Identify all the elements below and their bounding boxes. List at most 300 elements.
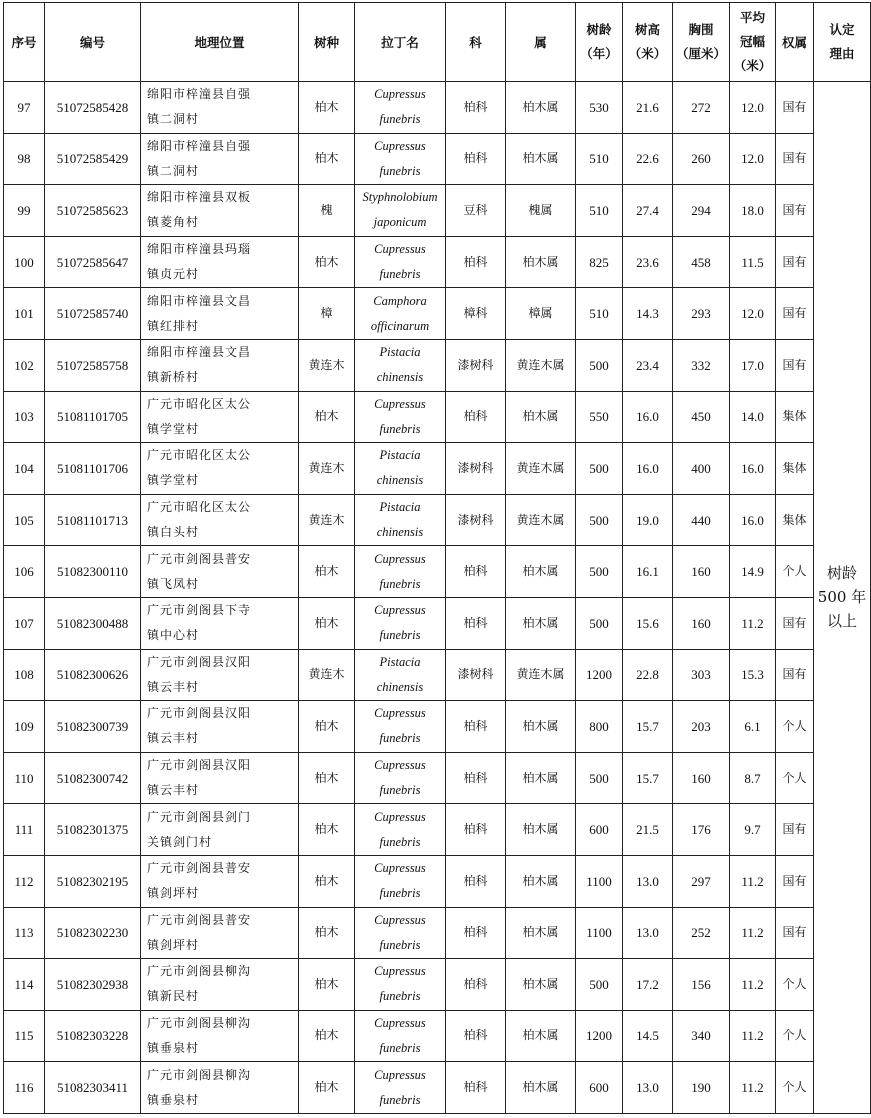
cell-girth: 160 <box>673 752 730 804</box>
cell-age: 500 <box>576 597 623 649</box>
cell-location-line1: 广元市剑阁县普安 <box>147 551 252 566</box>
cell-latin <box>355 597 446 649</box>
cell-family: 柏科 <box>446 804 506 856</box>
cell-reason <box>814 82 871 1114</box>
cell-index: 113 <box>4 907 45 959</box>
cell-latin <box>355 391 446 443</box>
table-row <box>4 855 871 907</box>
header-crown-line1: 平均 <box>739 10 765 25</box>
cell-latin <box>355 804 446 856</box>
cell-height: 15.6 <box>623 597 673 649</box>
cell-index: 110 <box>4 752 45 804</box>
cell-location <box>141 339 299 391</box>
reason-line1: 树龄 <box>826 564 857 583</box>
cell-latin-line2: funebris <box>379 112 421 127</box>
cell-age: 500 <box>576 959 623 1011</box>
cell-genus: 黄连木属 <box>506 443 576 495</box>
table-row <box>4 443 871 495</box>
cell-height: 23.4 <box>623 339 673 391</box>
cell-age: 600 <box>576 1062 623 1114</box>
cell-age: 510 <box>576 185 623 237</box>
cell-location-line1: 绵阳市梓潼县玛瑙 <box>147 242 252 257</box>
cell-location-line1: 广元市剑阁县柳沟 <box>147 1015 252 1030</box>
cell-latin-line1: Cupressus <box>374 396 426 411</box>
cell-ownership: 集体 <box>776 494 814 546</box>
cell-latin-line2: chinensis <box>376 525 424 540</box>
cell-species: 黄连木 <box>299 339 355 391</box>
cell-index: 98 <box>4 133 45 185</box>
header-girth-line2: （厘米） <box>675 46 726 61</box>
cell-family: 柏科 <box>446 907 506 959</box>
cell-latin <box>355 1010 446 1062</box>
cell-height: 22.6 <box>623 133 673 185</box>
table-body <box>4 82 871 1114</box>
cell-genus: 柏木属 <box>506 907 576 959</box>
cell-ownership: 集体 <box>776 443 814 495</box>
cell-species: 柏木 <box>299 236 355 288</box>
cell-latin-line2: chinensis <box>376 679 424 694</box>
cell-family: 柏科 <box>446 236 506 288</box>
cell-crown: 12.0 <box>730 82 776 134</box>
cell-genus: 柏木属 <box>506 701 576 753</box>
cell-height: 27.4 <box>623 185 673 237</box>
cell-location <box>141 855 299 907</box>
cell-location-line1: 绵阳市梓潼县自强 <box>147 138 252 153</box>
table-row <box>4 1010 871 1062</box>
cell-code: 51082300110 <box>45 546 141 598</box>
cell-code: 51082302230 <box>45 907 141 959</box>
cell-crown: 17.0 <box>730 339 776 391</box>
cell-latin-line1: Camphora <box>373 293 427 308</box>
cell-location-line2: 镇白头村 <box>147 525 200 540</box>
cell-genus: 柏木属 <box>506 546 576 598</box>
header-reason-line1: 认定 <box>829 22 855 37</box>
cell-species: 柏木 <box>299 752 355 804</box>
cell-height: 19.0 <box>623 494 673 546</box>
cell-location-line1: 广元市剑阁县汉阳 <box>147 758 252 773</box>
cell-family: 柏科 <box>446 133 506 185</box>
header-girth-line1: 胸围 <box>688 22 714 37</box>
cell-girth: 458 <box>673 236 730 288</box>
cell-location <box>141 804 299 856</box>
header-reason <box>814 3 871 82</box>
cell-genus: 樟属 <box>506 288 576 340</box>
cell-code: 51081101706 <box>45 443 141 495</box>
cell-age: 1100 <box>576 855 623 907</box>
cell-latin-line1: Cupressus <box>374 1015 426 1030</box>
cell-location-line1: 广元市剑阁县普安 <box>147 912 252 927</box>
cell-location <box>141 752 299 804</box>
cell-latin-line1: Cupressus <box>374 603 426 618</box>
cell-family: 豆科 <box>446 185 506 237</box>
cell-genus: 柏木属 <box>506 391 576 443</box>
cell-height: 16.0 <box>623 391 673 443</box>
header-girth <box>673 3 730 82</box>
cell-latin-line2: japonicum <box>373 215 427 230</box>
cell-height: 13.0 <box>623 855 673 907</box>
cell-code: 51082300742 <box>45 752 141 804</box>
cell-code: 51072585429 <box>45 133 141 185</box>
cell-index: 102 <box>4 339 45 391</box>
cell-crown: 12.0 <box>730 133 776 185</box>
cell-height: 15.7 <box>623 701 673 753</box>
cell-latin <box>355 1062 446 1114</box>
cell-latin-line2: chinensis <box>376 370 424 385</box>
cell-location-line2: 镇垂泉村 <box>147 1092 200 1107</box>
cell-species: 柏木 <box>299 959 355 1011</box>
cell-ownership: 国有 <box>776 649 814 701</box>
cell-family: 柏科 <box>446 701 506 753</box>
cell-girth: 260 <box>673 133 730 185</box>
cell-latin-line2: funebris <box>379 886 421 901</box>
cell-location-line2: 镇红排村 <box>147 318 200 333</box>
cell-age: 500 <box>576 752 623 804</box>
cell-index: 108 <box>4 649 45 701</box>
cell-crown: 11.5 <box>730 236 776 288</box>
cell-latin-line1: Pistacia <box>379 500 421 515</box>
cell-species: 柏木 <box>299 1010 355 1062</box>
cell-species: 黄连木 <box>299 649 355 701</box>
cell-latin <box>355 649 446 701</box>
cell-location <box>141 546 299 598</box>
header-reason-line2: 理由 <box>829 46 855 61</box>
cell-code: 51072585758 <box>45 339 141 391</box>
cell-age: 550 <box>576 391 623 443</box>
cell-species: 柏木 <box>299 907 355 959</box>
cell-species: 柏木 <box>299 133 355 185</box>
header-height <box>623 3 673 82</box>
cell-family: 柏科 <box>446 1010 506 1062</box>
cell-family: 漆树科 <box>446 443 506 495</box>
cell-genus: 柏木属 <box>506 82 576 134</box>
header-latin: 拉丁名 <box>355 3 446 82</box>
table-row <box>4 391 871 443</box>
cell-location-line2: 镇云丰村 <box>147 731 200 746</box>
cell-age: 510 <box>576 288 623 340</box>
cell-location-line2: 镇垂泉村 <box>147 1040 200 1055</box>
cell-ownership: 国有 <box>776 907 814 959</box>
cell-latin-line1: Cupressus <box>374 964 426 979</box>
cell-latin-line1: Cupressus <box>374 87 426 102</box>
cell-index: 116 <box>4 1062 45 1114</box>
header-row <box>4 3 871 82</box>
cell-latin-line2: funebris <box>379 989 421 1004</box>
cell-location <box>141 494 299 546</box>
cell-girth: 190 <box>673 1062 730 1114</box>
cell-ownership: 集体 <box>776 391 814 443</box>
header-crown <box>730 3 776 82</box>
cell-code: 51082302195 <box>45 855 141 907</box>
header-age <box>576 3 623 82</box>
cell-code: 51082300488 <box>45 597 141 649</box>
cell-ownership: 国有 <box>776 185 814 237</box>
cell-height: 21.5 <box>623 804 673 856</box>
cell-location <box>141 597 299 649</box>
cell-location <box>141 133 299 185</box>
cell-code: 51082303228 <box>45 1010 141 1062</box>
cell-location <box>141 82 299 134</box>
ancient-tree-table <box>3 2 871 1114</box>
cell-latin-line1: Cupressus <box>374 1067 426 1082</box>
cell-location-line1: 绵阳市梓潼县双板 <box>147 190 252 205</box>
cell-location-line2: 镇二洞村 <box>147 112 200 127</box>
header-location: 地理位置 <box>141 3 299 82</box>
cell-family: 樟科 <box>446 288 506 340</box>
cell-code: 51072585623 <box>45 185 141 237</box>
cell-family: 漆树科 <box>446 339 506 391</box>
cell-species: 柏木 <box>299 82 355 134</box>
cell-location-line1: 广元市剑阁县汉阳 <box>147 706 252 721</box>
cell-family: 柏科 <box>446 391 506 443</box>
cell-ownership: 国有 <box>776 339 814 391</box>
cell-index: 104 <box>4 443 45 495</box>
cell-ownership: 个人 <box>776 959 814 1011</box>
cell-girth: 332 <box>673 339 730 391</box>
cell-location-line2: 镇菱角村 <box>147 215 200 230</box>
cell-location-line1: 广元市昭化区太公 <box>147 448 252 463</box>
cell-height: 13.0 <box>623 907 673 959</box>
cell-index: 115 <box>4 1010 45 1062</box>
cell-latin-line1: Pistacia <box>379 345 421 360</box>
cell-crown: 12.0 <box>730 288 776 340</box>
cell-latin-line2: funebris <box>379 783 421 798</box>
cell-location <box>141 959 299 1011</box>
cell-index: 97 <box>4 82 45 134</box>
cell-location <box>141 1010 299 1062</box>
cell-code: 51082302938 <box>45 959 141 1011</box>
cell-latin <box>355 701 446 753</box>
table-row <box>4 959 871 1011</box>
cell-latin-line2: funebris <box>379 1092 421 1107</box>
cell-latin-line1: Pistacia <box>379 448 421 463</box>
cell-index: 107 <box>4 597 45 649</box>
cell-ownership: 个人 <box>776 546 814 598</box>
cell-location-line1: 广元市剑阁县普安 <box>147 861 252 876</box>
cell-location-line2: 镇剑坪村 <box>147 937 200 952</box>
cell-ownership: 国有 <box>776 133 814 185</box>
table-row <box>4 804 871 856</box>
cell-girth: 340 <box>673 1010 730 1062</box>
cell-location-line1: 广元市剑阁县柳沟 <box>147 964 252 979</box>
cell-crown: 6.1 <box>730 701 776 753</box>
cell-ownership: 个人 <box>776 1010 814 1062</box>
cell-family: 柏科 <box>446 1062 506 1114</box>
cell-height: 16.0 <box>623 443 673 495</box>
cell-species: 柏木 <box>299 597 355 649</box>
header-age-line2: （年） <box>580 46 618 61</box>
cell-species: 柏木 <box>299 546 355 598</box>
cell-species: 槐 <box>299 185 355 237</box>
header-index: 序号 <box>4 3 45 82</box>
cell-latin-line1: Pistacia <box>379 654 421 669</box>
cell-latin-line2: funebris <box>379 937 421 952</box>
cell-code: 51082303411 <box>45 1062 141 1114</box>
cell-code: 51072585428 <box>45 82 141 134</box>
header-genus: 属 <box>506 3 576 82</box>
cell-age: 510 <box>576 133 623 185</box>
cell-genus: 柏木属 <box>506 1010 576 1062</box>
cell-species: 黄连木 <box>299 443 355 495</box>
cell-location-line2: 镇飞凤村 <box>147 576 200 591</box>
cell-age: 1200 <box>576 1010 623 1062</box>
cell-index: 114 <box>4 959 45 1011</box>
cell-index: 109 <box>4 701 45 753</box>
cell-species: 柏木 <box>299 701 355 753</box>
cell-species: 樟 <box>299 288 355 340</box>
cell-genus: 柏木属 <box>506 752 576 804</box>
cell-index: 111 <box>4 804 45 856</box>
cell-age: 800 <box>576 701 623 753</box>
cell-index: 103 <box>4 391 45 443</box>
cell-species: 柏木 <box>299 1062 355 1114</box>
cell-latin-line1: Cupressus <box>374 758 426 773</box>
cell-index: 112 <box>4 855 45 907</box>
cell-latin-line1: Cupressus <box>374 809 426 824</box>
cell-latin-line1: Cupressus <box>374 912 426 927</box>
cell-latin-line2: funebris <box>379 1040 421 1055</box>
cell-ownership: 国有 <box>776 804 814 856</box>
cell-latin-line2: funebris <box>379 731 421 746</box>
table-row <box>4 752 871 804</box>
cell-location-line1: 广元市昭化区太公 <box>147 396 252 411</box>
cell-species: 柏木 <box>299 804 355 856</box>
cell-code: 51081101705 <box>45 391 141 443</box>
cell-age: 1200 <box>576 649 623 701</box>
cell-genus: 柏木属 <box>506 597 576 649</box>
cell-location <box>141 649 299 701</box>
cell-latin-line2: officinarum <box>370 318 430 333</box>
cell-location-line2: 镇中心村 <box>147 628 200 643</box>
cell-location <box>141 288 299 340</box>
table-row <box>4 185 871 237</box>
cell-crown: 11.2 <box>730 1010 776 1062</box>
cell-genus: 槐属 <box>506 185 576 237</box>
cell-latin <box>355 339 446 391</box>
cell-girth: 297 <box>673 855 730 907</box>
cell-height: 15.7 <box>623 752 673 804</box>
cell-index: 100 <box>4 236 45 288</box>
table-row <box>4 494 871 546</box>
table-row <box>4 907 871 959</box>
cell-location-line1: 广元市剑阁县柳沟 <box>147 1067 252 1082</box>
table-row <box>4 339 871 391</box>
cell-crown: 16.0 <box>730 443 776 495</box>
cell-genus: 黄连木属 <box>506 339 576 391</box>
table-row <box>4 597 871 649</box>
cell-index: 106 <box>4 546 45 598</box>
cell-location <box>141 701 299 753</box>
cell-genus: 柏木属 <box>506 133 576 185</box>
cell-location-line2: 镇学堂村 <box>147 473 200 488</box>
cell-location-line2: 镇剑坪村 <box>147 886 200 901</box>
cell-latin <box>355 494 446 546</box>
cell-location <box>141 391 299 443</box>
cell-latin <box>355 546 446 598</box>
cell-ownership: 国有 <box>776 236 814 288</box>
cell-girth: 440 <box>673 494 730 546</box>
cell-location-line1: 绵阳市梓潼县自强 <box>147 87 252 102</box>
cell-index: 101 <box>4 288 45 340</box>
cell-girth: 294 <box>673 185 730 237</box>
table-row <box>4 133 871 185</box>
cell-genus: 柏木属 <box>506 236 576 288</box>
header-age-line1: 树龄 <box>586 22 612 37</box>
cell-ownership: 国有 <box>776 855 814 907</box>
cell-height: 21.6 <box>623 82 673 134</box>
cell-latin-line1: Cupressus <box>374 861 426 876</box>
cell-location <box>141 185 299 237</box>
cell-family: 柏科 <box>446 959 506 1011</box>
header-crown-line3: （米） <box>733 58 772 73</box>
cell-latin <box>355 133 446 185</box>
cell-location <box>141 236 299 288</box>
cell-location-line2: 镇云丰村 <box>147 679 200 694</box>
cell-girth: 293 <box>673 288 730 340</box>
cell-crown: 15.3 <box>730 649 776 701</box>
cell-latin-line1: Cupressus <box>374 706 426 721</box>
cell-location-line2: 镇贞元村 <box>147 267 200 282</box>
cell-location-line2: 关镇剑门村 <box>147 834 213 849</box>
cell-family: 漆树科 <box>446 494 506 546</box>
cell-latin-line2: funebris <box>379 421 421 436</box>
cell-crown: 11.2 <box>730 597 776 649</box>
cell-genus: 柏木属 <box>506 1062 576 1114</box>
cell-location <box>141 907 299 959</box>
cell-code: 51082300739 <box>45 701 141 753</box>
header-height-line1: 树高 <box>634 22 660 37</box>
cell-genus: 黄连木属 <box>506 649 576 701</box>
cell-location-line2: 镇二洞村 <box>147 163 200 178</box>
cell-family: 柏科 <box>446 82 506 134</box>
cell-height: 23.6 <box>623 236 673 288</box>
cell-latin <box>355 907 446 959</box>
cell-latin <box>355 752 446 804</box>
cell-latin-line1: Cupressus <box>374 551 426 566</box>
cell-index: 99 <box>4 185 45 237</box>
cell-latin-line1: Styphnolobium <box>362 190 438 205</box>
cell-latin <box>355 288 446 340</box>
cell-genus: 黄连木属 <box>506 494 576 546</box>
table-row <box>4 288 871 340</box>
cell-code: 51081101713 <box>45 494 141 546</box>
cell-code: 51072585740 <box>45 288 141 340</box>
header-ownership: 权属 <box>776 3 814 82</box>
cell-genus: 柏木属 <box>506 855 576 907</box>
cell-family: 漆树科 <box>446 649 506 701</box>
cell-location <box>141 1062 299 1114</box>
cell-family: 柏科 <box>446 855 506 907</box>
cell-ownership: 国有 <box>776 82 814 134</box>
cell-latin-line1: Cupressus <box>374 138 426 153</box>
header-code: 编号 <box>45 3 141 82</box>
header-height-line2: （米） <box>628 46 667 61</box>
cell-latin-line2: funebris <box>379 267 421 282</box>
cell-location-line2: 镇云丰村 <box>147 783 200 798</box>
cell-ownership: 国有 <box>776 597 814 649</box>
table-row <box>4 649 871 701</box>
cell-girth: 203 <box>673 701 730 753</box>
cell-location-line1: 广元市剑阁县汉阳 <box>147 654 252 669</box>
cell-location-line2: 镇新民村 <box>147 989 200 1004</box>
cell-crown: 11.2 <box>730 855 776 907</box>
cell-crown: 9.7 <box>730 804 776 856</box>
table-row <box>4 1062 871 1114</box>
cell-girth: 303 <box>673 649 730 701</box>
cell-location <box>141 443 299 495</box>
cell-latin-line2: chinensis <box>376 473 424 488</box>
cell-girth: 176 <box>673 804 730 856</box>
cell-family: 柏科 <box>446 597 506 649</box>
